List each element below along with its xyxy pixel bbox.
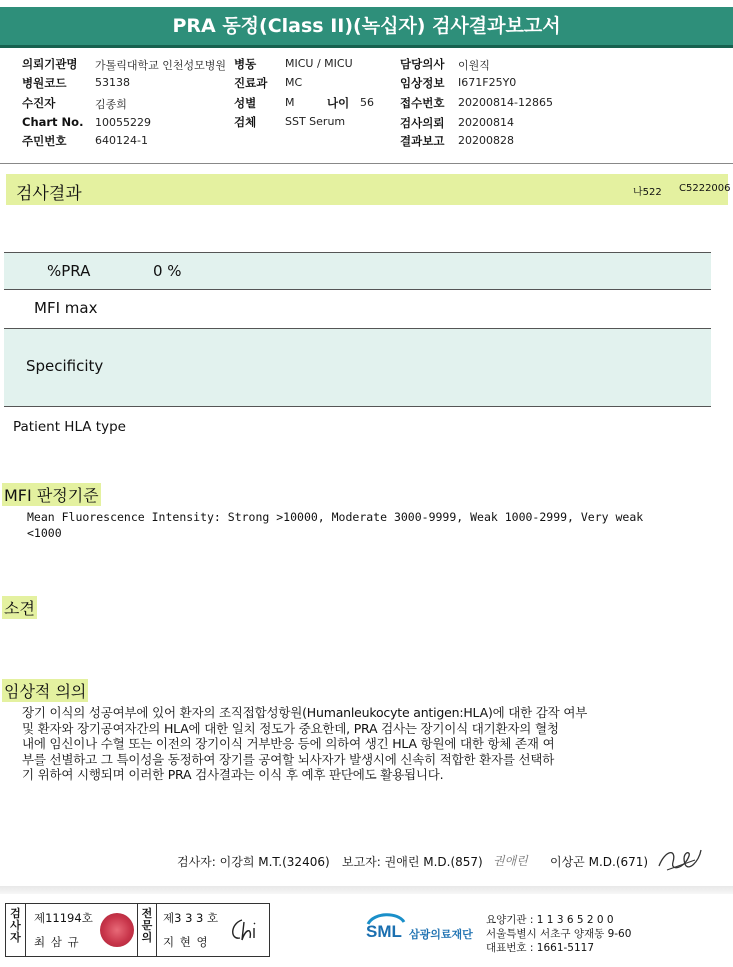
specialist-name: 지 현 영 — [163, 935, 209, 949]
doctor-label: 담당의사 — [400, 57, 445, 71]
col-char: 전 — [141, 907, 153, 920]
certification-box — [5, 903, 270, 957]
table-bottom-rule — [4, 406, 711, 407]
org-phone: 대표번호 : 1661-5117 — [486, 942, 595, 954]
result-code-2: C5222006 — [679, 183, 731, 194]
id-value: 640124-1 — [95, 134, 148, 147]
col-char: 자 — [10, 931, 21, 944]
col-char: 사 — [10, 919, 21, 932]
col-char: 문 — [141, 919, 153, 932]
col-char: 의 — [141, 931, 153, 944]
hla-type-label: Patient HLA type — [13, 419, 126, 435]
report-title: PRA 동정(Class II)(녹십자) 검사결과보고서 — [172, 15, 561, 37]
report-header-bar — [0, 7, 733, 48]
opinion-title: 소견 — [2, 596, 37, 619]
patient-label: 수진자 — [22, 96, 56, 110]
code-label: 병원코드 — [22, 76, 67, 90]
patient-value: 김종희 — [95, 98, 127, 111]
specificity-label: Specificity — [26, 357, 104, 375]
result-section-title: 검사결과 — [16, 184, 82, 204]
report-date-label: 결과보고 — [400, 134, 445, 148]
age-label: 나이 — [327, 96, 350, 110]
specialist-signature-icon — [226, 914, 262, 946]
hospital-label: 의뢰기관명 — [22, 57, 78, 71]
org-name: 삼광의료재단 — [409, 928, 473, 941]
ward-label: 병동 — [234, 57, 257, 71]
mfi-criteria-line-2: <1000 — [27, 526, 62, 540]
id-label: 주민번호 — [22, 134, 67, 148]
clinical-line: 기 위하여 시행되며 이러한 PRA 검사결과는 이식 후 예후 판단에도 활용됩니다. — [22, 767, 444, 783]
mfi-criteria-line-1: Mean Fluorescence Intensity: Strong >10000, Moderate 3000-9999, Weak 1000-2999, Very weak — [27, 510, 644, 524]
mfi-criteria-title: MFI 판정기준 — [2, 483, 101, 506]
info-divider — [0, 163, 733, 164]
examiner-license: 제11194호 — [34, 911, 93, 925]
reporter-handwritten-sign: 권애린 — [493, 854, 528, 868]
col-char: 검 — [10, 907, 21, 920]
request-value: 20200814 — [458, 116, 514, 129]
doctor-value: 이원직 — [458, 59, 490, 72]
hospital-value: 가톨릭대학교 인천성모병원 — [95, 59, 227, 72]
examiner-column-label — [6, 904, 26, 956]
request-label: 검사의뢰 — [400, 116, 445, 130]
specialist-license: 제3 3 3 호 — [163, 911, 219, 925]
dept-value: MC — [285, 76, 303, 89]
clinical-value: I671F25Y0 — [458, 76, 517, 89]
footer-separator — [0, 886, 733, 894]
mfi-label: MFI max — [34, 299, 98, 317]
specimen-value: SST Serum — [285, 115, 346, 128]
specificity-row — [4, 329, 711, 406]
receipt-label: 접수번호 — [400, 96, 445, 110]
pra-value: 0 % — [153, 262, 182, 280]
specimen-label: 검체 — [234, 115, 257, 129]
examiner-signature: 검사자: 이강희 M.T.(32406) — [177, 855, 330, 869]
specialist-column-label — [137, 904, 157, 956]
chart-label: Chart No. — [22, 115, 84, 129]
handwritten-signature-icon — [655, 842, 705, 876]
dept-label: 진료과 — [234, 76, 268, 90]
clinical-line: 내에 임신이나 수혈 또는 이전의 장기이식 거부반응 등에 의하여 생긴 HLA 항원에 대한 항체 존재 여 — [22, 736, 555, 752]
pra-row — [4, 253, 711, 289]
sml-logo-icon — [364, 910, 408, 944]
report-date-value: 20200828 — [458, 134, 514, 147]
reporter-signature: 보고자: 권애린 M.D.(857) — [342, 855, 483, 869]
chart-value: 10055229 — [95, 116, 151, 129]
clinical-label: 임상정보 — [400, 76, 445, 90]
code-value: 53138 — [95, 76, 130, 89]
agency-number: 요양기관 : 1 1 3 6 5 2 0 0 — [486, 914, 614, 926]
clinical-significance-text — [22, 705, 712, 783]
clinical-line: 장기 이식의 성공여부에 있어 환자의 조직접합성항원(Humanleukocyte antigen:HLA)에 대한 감작 여부 — [22, 705, 588, 720]
clinical-significance-title: 임상적 의의 — [2, 679, 88, 702]
sex-value: M — [285, 96, 295, 109]
receipt-value: 20200814-12865 — [458, 96, 553, 109]
clinical-line: 및 환자와 장기공여자간의 HLA에 대한 일치 정도가 중요한데, PRA 검사는 장기이식 대기환자의 혈청 — [22, 720, 559, 736]
sml-logo-text: SML — [366, 922, 402, 941]
pra-label: %PRA — [47, 262, 91, 280]
clinical-line: 부를 선별하고 그 특이성을 동정하여 장기를 공여할 뇌사자가 발생시에 신속히 적합한 환자를 선택하 — [22, 751, 555, 767]
sex-label: 성별 — [234, 96, 257, 110]
doctor-signature: 이상곤 M.D.(671) — [550, 855, 649, 869]
age-value: 56 — [360, 96, 374, 109]
seal-stamp-icon — [100, 913, 134, 947]
result-section-header — [6, 174, 731, 205]
result-code-1: 나522 — [633, 187, 662, 198]
ward-value: MICU / MICU — [285, 57, 353, 70]
examiner-name: 최 삼 규 — [34, 935, 80, 949]
mfi-row — [4, 290, 711, 328]
org-address: 서울특별시 서초구 양재동 9-60 — [486, 928, 632, 940]
